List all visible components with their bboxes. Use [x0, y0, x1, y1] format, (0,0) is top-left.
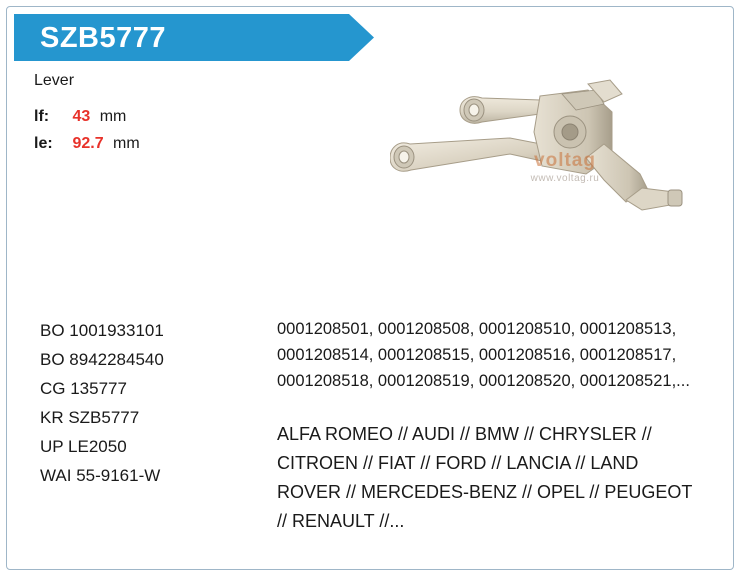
watermark-url: www.voltag.ru: [530, 173, 600, 184]
list-item: KR SZB5777: [40, 408, 140, 427]
watermark-brand: voltag: [534, 150, 596, 171]
list-item: BO 1001933101: [40, 321, 164, 340]
spec-value-le: 92.7: [72, 135, 104, 152]
list-item: UP LE2050: [40, 437, 127, 456]
spec-unit-le: mm: [113, 135, 140, 152]
spec-row-lf: [34, 108, 334, 126]
list-item: WAI 55-9161-W: [40, 466, 161, 485]
spec-unit-lf: mm: [99, 108, 127, 125]
spec-label-le: le:: [34, 135, 53, 152]
page-title: SZB5777: [40, 22, 167, 54]
cross-reference-list: [40, 316, 270, 490]
list-item: BO 8942284540: [40, 350, 164, 369]
oe-numbers: 0001208501, 0001208508, 0001208510, 0001208513, 0001208514, 0001208515, 0001208516, 0001208517, 0001208518, 0001208519, 0001208520, 0001208521,...: [277, 320, 690, 390]
spec-label-lf: lf:: [34, 108, 50, 125]
part-number-banner: [14, 14, 374, 61]
list-item: CG 135777: [40, 379, 127, 398]
brand-list: ALFA ROMEO // AUDI // BMW // CHRYSLER // CITROEN // FIAT // FORD // LANCIA // LAND ROVER // MERCEDES-BENZ // OPEL // PEUGEOT // RENAULT //...: [277, 424, 693, 531]
oe-reference-block: [277, 316, 707, 536]
spec-row-le: [34, 135, 334, 153]
spec-value-lf: 43: [72, 108, 91, 125]
product-image: [390, 70, 710, 270]
specification-block: [34, 72, 334, 162]
lever-part-illustration: [390, 70, 710, 270]
product-name: Lever: [34, 72, 75, 89]
